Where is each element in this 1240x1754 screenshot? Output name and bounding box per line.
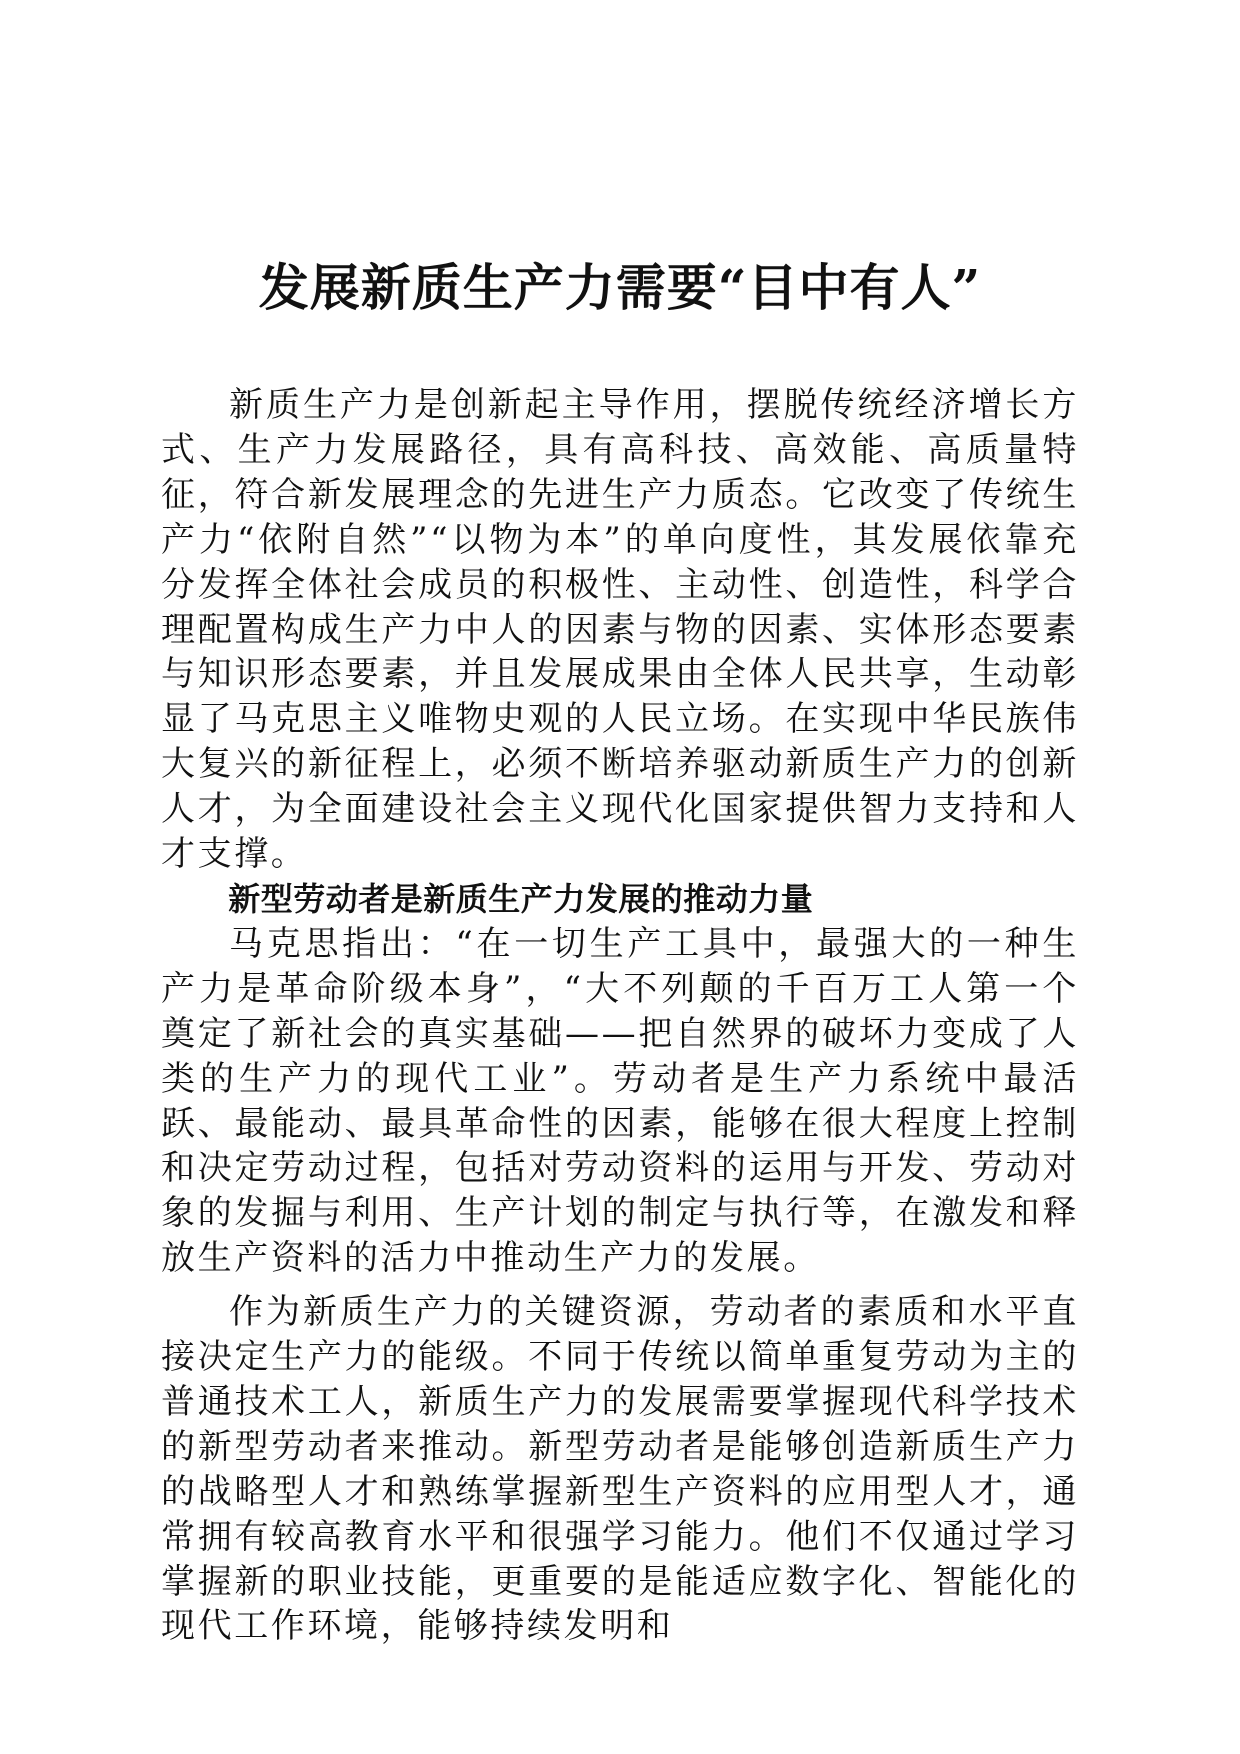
section-paragraph-2: 作为新质生产力的关键资源，劳动者的素质和水平直接决定生产力的能级。不同于传统以简单重复劳动为主的普通技术工人，新质生产力的发展需要掌握现代科学技术的新型劳动者来推动。新型劳动者是能够创造新质生产力的战略型人才和熟练掌握新型生产资料的应用型人才，通常拥有较高教育水平和很强学习能力。他们不仅通过学习掌握新的职业技能，更重要的是能适应数字化、智能化的现代工作环境，能够持续发明和	[161, 1292, 1079, 1647]
document-body	[161, 383, 1079, 1649]
section-heading: 新型劳动者是新质生产力发展的推动力量	[228, 879, 814, 918]
section-paragraph-1: 马克思指出：“在一切生产工具中，最强大的一种生产力是革命阶级本身”，“大不列颠的千百万工人第一个奠定了新社会的真实基础——把自然界的破坏力变成了人类的生产力的现代工业”。劳动者是生产力系统中最活跃、最能动、最具革命性的因素，能够在很大程度上控制和决定劳动过程，包括对劳动资料的运用与开发、劳动对象的发掘与利用、生产计划的制定与执行等，在激发和释放生产资料的活力中推动生产力的发展。	[161, 923, 1079, 1279]
document-title: 发展新质生产力需要“目中有人”	[258, 258, 982, 317]
intro-paragraph: 新质生产力是创新起主导作用，摆脱传统经济增长方式、生产力发展路径，具有高科技、高效能、高质量特征，符合新发展理念的先进生产力质态。它改变了传统生产力“依附自然”“以物为本”的单向度性，其发展依靠充分发挥全体社会成员的积极性、主动性、创造性，科学合理配置构成生产力中人的因素与物的因素、实体形态要素与知识形态要素，并且发展成果由全体人民共享，生动彰显了马克思主义唯物史观的人民立场。在实现中华民族伟大复兴的新征程上，必须不断培养驱动新质生产力的创新人才，为全面建设社会主义现代化国家提供智力支持和人才支撑。	[161, 385, 1079, 875]
paragraph-gap	[161, 1281, 1079, 1290]
